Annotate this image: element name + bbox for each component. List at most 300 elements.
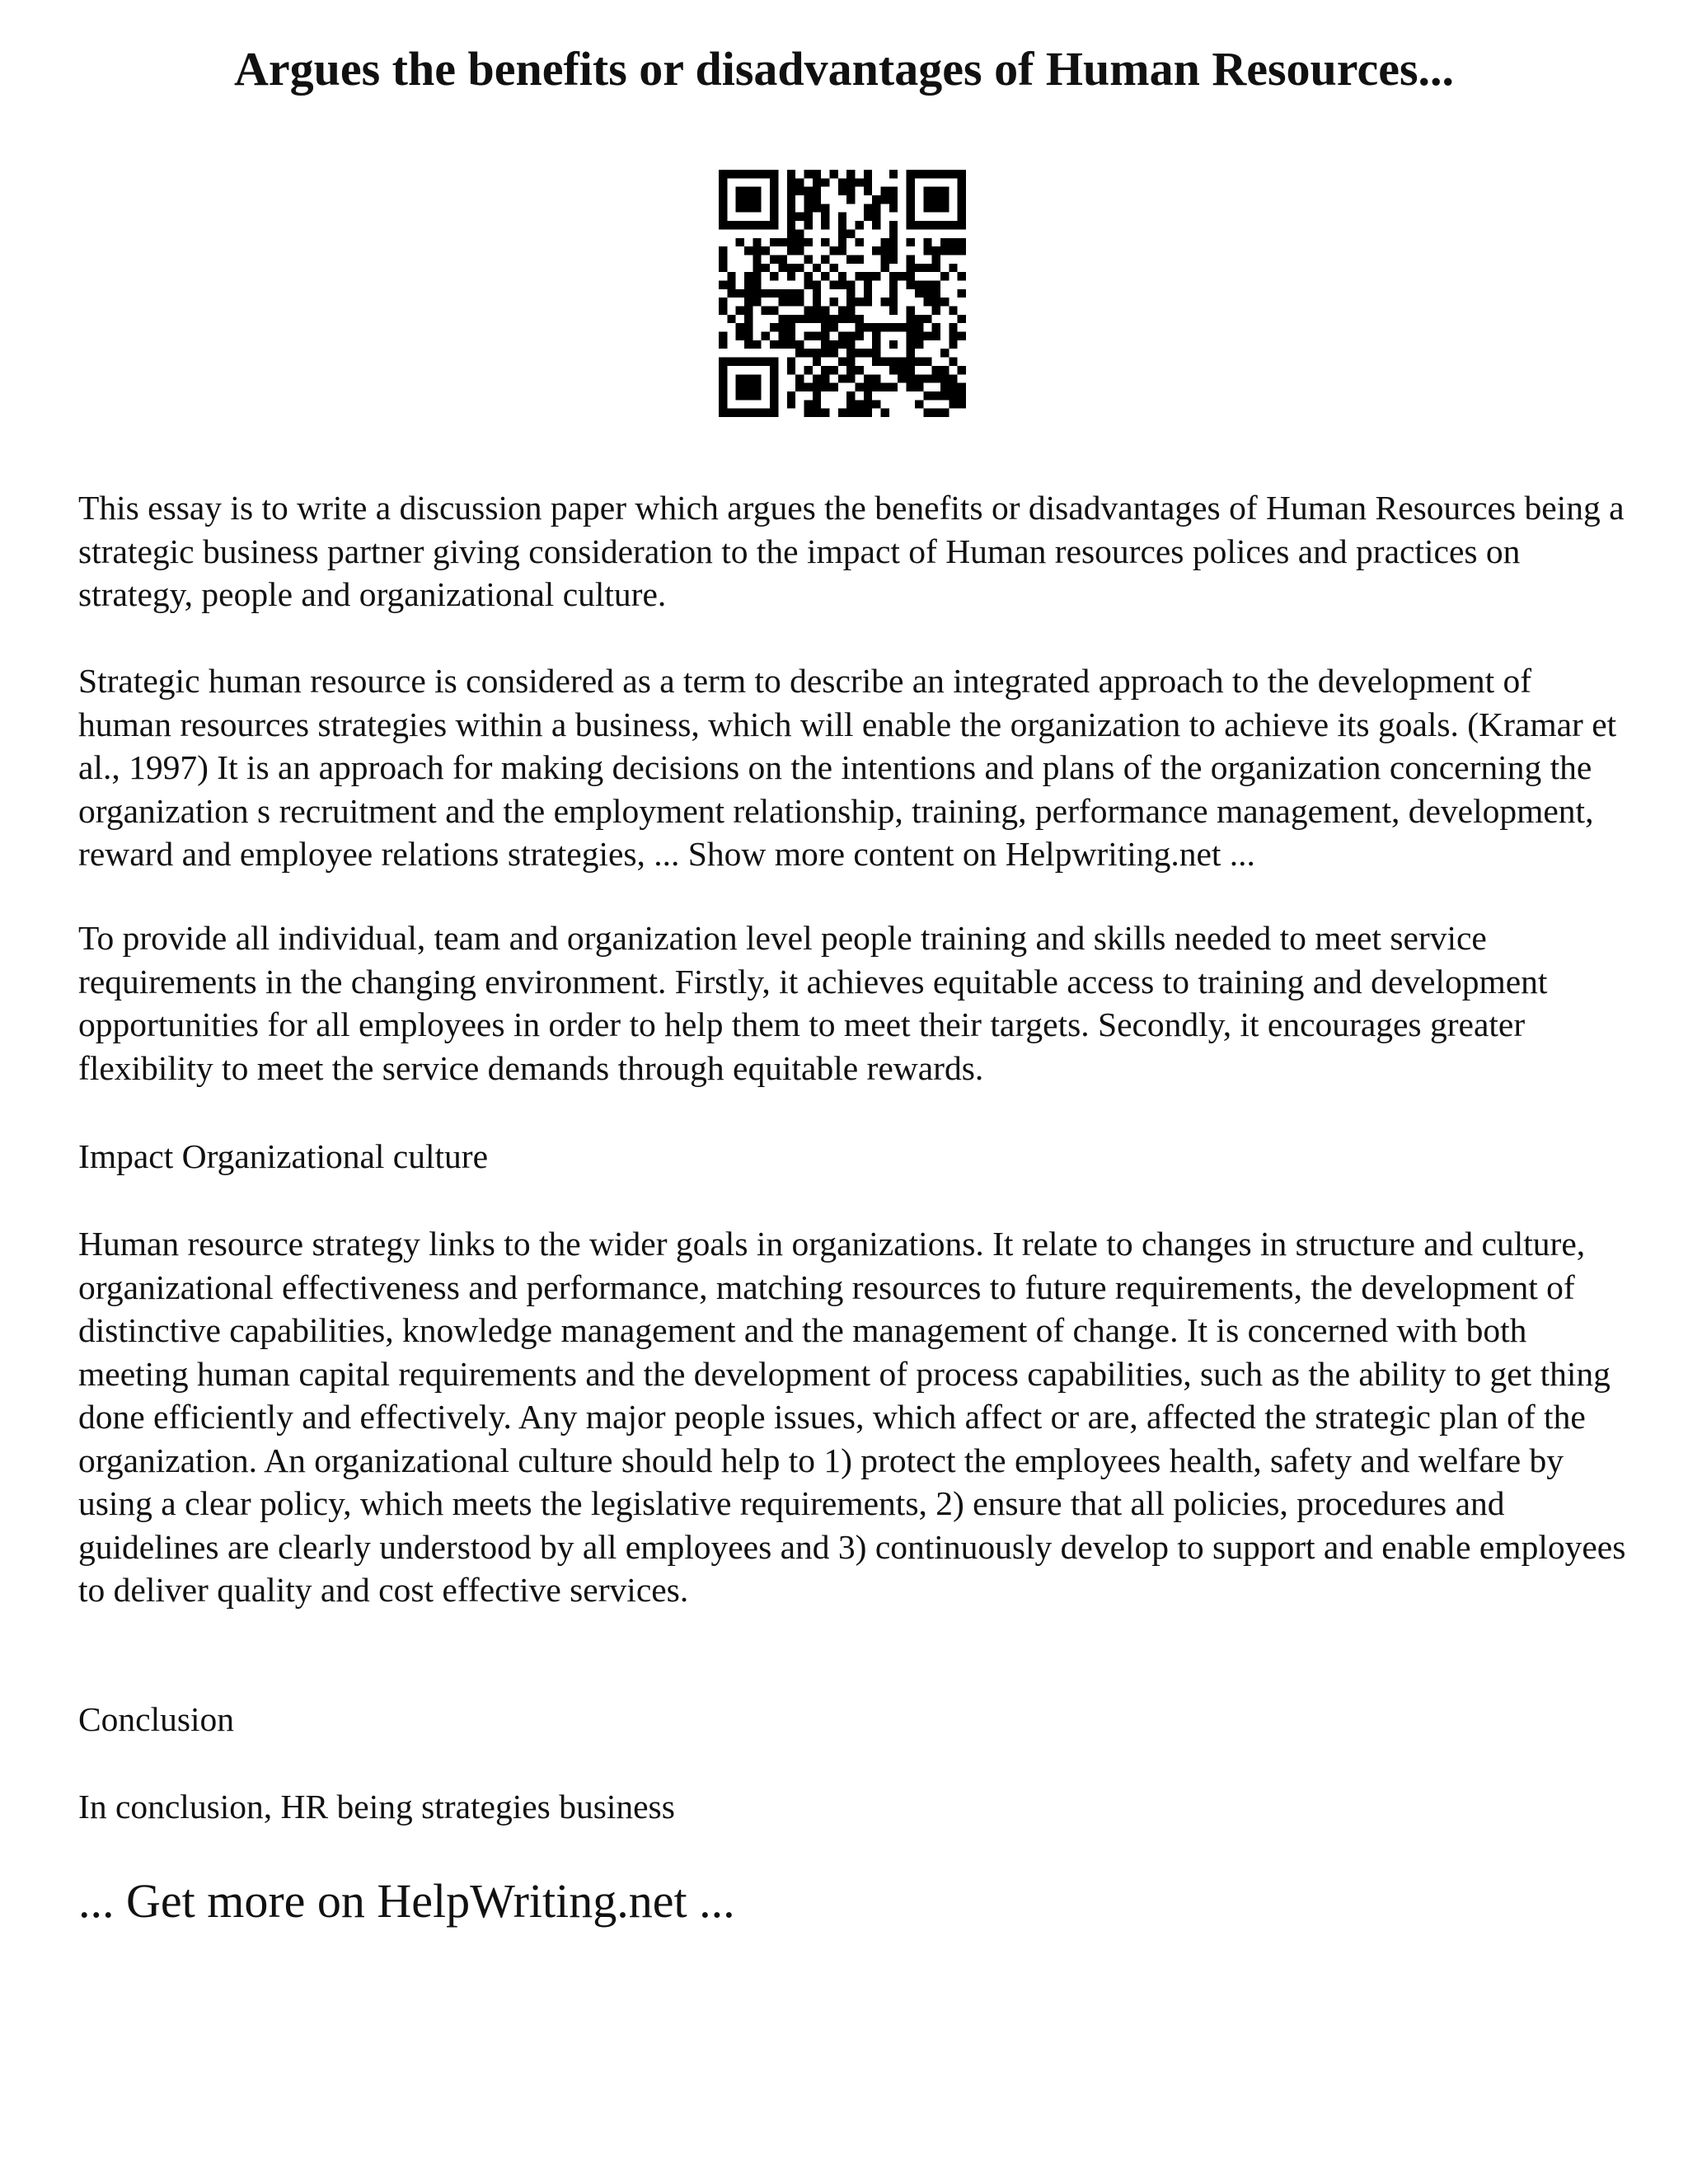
qr-module [813, 358, 821, 366]
qr-module [744, 332, 753, 340]
qr-module [804, 332, 812, 340]
qr-module [719, 178, 727, 186]
qr-module [813, 289, 821, 298]
qr-module [829, 298, 837, 306]
qr-module [719, 221, 727, 229]
qr-module [907, 272, 915, 280]
qr-module [940, 272, 949, 280]
qr-module [923, 187, 931, 195]
qr-module [838, 272, 846, 280]
qr-module [923, 298, 931, 306]
qr-module [872, 383, 880, 391]
qr-module [915, 340, 923, 349]
qr-module [778, 238, 786, 246]
qr-module [872, 332, 880, 340]
qr-module [838, 213, 846, 221]
qr-module [770, 391, 778, 400]
qr-module [778, 298, 786, 306]
qr-module [770, 323, 778, 331]
qr-module [838, 307, 846, 315]
qr-module [872, 195, 880, 204]
qr-module [787, 391, 795, 400]
qr-module [753, 170, 761, 178]
qr-module [889, 307, 898, 315]
qr-module [795, 374, 804, 382]
qr-module [932, 409, 940, 417]
qr-module [881, 195, 889, 204]
qr-module [907, 204, 915, 212]
qr-module [719, 374, 727, 382]
qr-module [864, 323, 872, 331]
qr-module [770, 358, 778, 366]
qr-module [864, 289, 872, 298]
qr-module [940, 366, 949, 374]
qr-module [719, 409, 727, 417]
qr-module [736, 307, 744, 315]
section-heading-impact: Impact Organizational culture [78, 1137, 489, 1175]
qr-module [753, 391, 761, 400]
qr-module [736, 409, 744, 417]
qr-module [881, 409, 889, 417]
qr-module [719, 366, 727, 374]
qr-module [770, 400, 778, 408]
qr-module [856, 178, 864, 186]
qr-module [787, 340, 795, 349]
qr-module [932, 298, 940, 306]
qr-module [804, 349, 812, 357]
qr-module [804, 400, 812, 408]
qr-module [762, 332, 770, 340]
qr-module [889, 195, 898, 204]
qr-module [719, 391, 727, 400]
qr-module [829, 383, 837, 391]
qr-module [719, 400, 727, 408]
qr-module [838, 221, 846, 229]
qr-module [958, 400, 966, 408]
qr-module [949, 246, 957, 255]
qr-module [889, 358, 898, 366]
qr-module [856, 255, 864, 263]
qr-module [744, 391, 753, 400]
qr-module [762, 170, 770, 178]
qr-module [907, 315, 915, 323]
qr-module [889, 383, 898, 391]
qr-module [881, 264, 889, 272]
qr-module [932, 366, 940, 374]
qr-module [958, 383, 966, 391]
qr-module [753, 246, 761, 255]
paragraph-conclusion: In conclusion, HR being strategies business [78, 1788, 675, 1825]
qr-module [846, 187, 855, 195]
qr-module [813, 204, 821, 212]
qr-module [778, 264, 786, 272]
qr-module [787, 315, 795, 323]
qr-module [795, 187, 804, 195]
qr-module [736, 391, 744, 400]
qr-module [949, 170, 957, 178]
paragraph-intro: This essay is to write a discussion paper which argues the benefits or disadvantages of Human Resources being a strategic business partner giving consideration to the impact of Human resources polices and practices on strategy, people and organizational culture. [78, 489, 1625, 613]
qr-module [949, 358, 957, 366]
qr-module [949, 323, 957, 331]
qr-module [829, 246, 837, 255]
qr-module [846, 315, 855, 323]
qr-module [753, 264, 761, 272]
qr-module [821, 332, 829, 340]
qr-module [744, 280, 753, 288]
qr-module [940, 246, 949, 255]
qr-module [932, 280, 940, 288]
qr-module [846, 332, 855, 340]
qr-module [804, 213, 812, 221]
qr-module [778, 289, 786, 298]
qr-module [719, 255, 727, 263]
qr-module [719, 170, 727, 178]
qr-module [804, 307, 812, 315]
qr-module [907, 280, 915, 288]
qr-module [753, 298, 761, 306]
qr-module [744, 323, 753, 331]
qr-module [958, 315, 966, 323]
qr-module [770, 204, 778, 212]
qr-module [829, 340, 837, 349]
qr-module [915, 221, 923, 229]
qr-module [770, 366, 778, 374]
qr-module [770, 187, 778, 195]
qr-module [813, 409, 821, 417]
qr-module [949, 374, 957, 382]
qr-code-icon [719, 170, 966, 417]
qr-module [719, 213, 727, 221]
qr-module [907, 255, 915, 263]
qr-module [787, 289, 795, 298]
qr-module [787, 195, 795, 204]
qr-module [932, 374, 940, 382]
qr-module [838, 238, 846, 246]
qr-module [915, 383, 923, 391]
qr-module [753, 195, 761, 204]
qr-module [932, 195, 940, 204]
qr-module [804, 221, 812, 229]
qr-module [736, 332, 744, 340]
qr-module [907, 358, 915, 366]
qr-module [856, 315, 864, 323]
qr-module [744, 307, 753, 315]
qr-module [940, 374, 949, 382]
qr-module [915, 170, 923, 178]
qr-module [856, 323, 864, 331]
qr-module [821, 255, 829, 263]
qr-module [856, 409, 864, 417]
qr-module [804, 383, 812, 391]
qr-module [958, 213, 966, 221]
qr-module [932, 289, 940, 298]
qr-module [932, 170, 940, 178]
qr-module [940, 187, 949, 195]
qr-module [744, 221, 753, 229]
qr-module [923, 204, 931, 212]
qr-module [753, 409, 761, 417]
qr-module [932, 187, 940, 195]
qr-module [795, 383, 804, 391]
qr-module [958, 246, 966, 255]
qr-module [804, 280, 812, 288]
qr-module [727, 315, 735, 323]
qr-module [770, 383, 778, 391]
qr-module [753, 374, 761, 382]
qr-module [846, 178, 855, 186]
qr-module [795, 349, 804, 357]
qr-module [915, 332, 923, 340]
qr-module [736, 195, 744, 204]
qr-module [923, 280, 931, 288]
qr-module [821, 374, 829, 382]
paragraph-training: To provide all individual, team and organization level people training and skills needed to meet service requirements in the changing environment. Firstly, it achieves equitable access to training and development opportunities for all employees in order to help them to meet their targets. Secondly, it encourages greater flexibility to meet the service demands through equitable rewards. [78, 919, 1548, 1087]
qr-module [932, 391, 940, 400]
qr-module [856, 272, 864, 280]
qr-module [889, 204, 898, 212]
qr-module [907, 187, 915, 195]
qr-module [881, 358, 889, 366]
qr-module [907, 323, 915, 331]
get-more-link[interactable]: ... Get more on HelpWriting.net ... [78, 1874, 735, 1928]
qr-module [864, 280, 872, 288]
qr-module [838, 178, 846, 186]
qr-module [846, 298, 855, 306]
qr-module [821, 307, 829, 315]
qr-module [898, 366, 906, 374]
qr-module [813, 170, 821, 178]
qr-module [846, 374, 855, 382]
qr-code-graphic [719, 170, 966, 417]
qr-module [829, 366, 837, 374]
qr-module [846, 391, 855, 400]
qr-module [813, 383, 821, 391]
qr-module [838, 187, 846, 195]
qr-module [940, 349, 949, 357]
qr-module [958, 195, 966, 204]
paragraph-strategic-hr: Strategic human resource is considered as a term to describe an integrated approach to the development of human resources strategies within a business, which will enable the organization to achieve its goals. (Kramar et al., 1997) It is an approach for making decisions on the intentions and plans of the organization concerning the organization s recruitment and the employment relationship, training, performance management, development, reward and employee relations strategies, ... Show more content on Helpwriting.net ... [78, 662, 1617, 873]
qr-module [846, 349, 855, 357]
qr-module [949, 221, 957, 229]
qr-module [949, 307, 957, 315]
qr-module [753, 187, 761, 195]
qr-module [856, 221, 864, 229]
qr-module [889, 221, 898, 229]
qr-module [821, 238, 829, 246]
qr-module [889, 280, 898, 288]
qr-module [923, 332, 931, 340]
qr-module [940, 195, 949, 204]
qr-module [907, 264, 915, 272]
qr-module [898, 374, 906, 382]
qr-module [744, 298, 753, 306]
qr-module [762, 221, 770, 229]
qr-module [736, 170, 744, 178]
qr-module [889, 170, 898, 178]
qr-module [813, 349, 821, 357]
qr-module [787, 246, 795, 255]
qr-module [719, 358, 727, 366]
qr-module [736, 204, 744, 212]
qr-module [907, 332, 915, 340]
qr-module [829, 323, 837, 331]
qr-module [753, 383, 761, 391]
qr-module [838, 374, 846, 382]
qr-module [787, 400, 795, 408]
qr-module [889, 366, 898, 374]
qr-module [787, 332, 795, 340]
qr-module [744, 289, 753, 298]
qr-module [719, 187, 727, 195]
qr-module [736, 289, 744, 298]
qr-module [907, 178, 915, 186]
qr-module [787, 272, 795, 280]
qr-module [864, 349, 872, 357]
qr-module [727, 289, 735, 298]
qr-module [727, 170, 735, 178]
qr-module [753, 221, 761, 229]
qr-module [762, 307, 770, 315]
qr-module [872, 204, 880, 212]
qr-module [949, 400, 957, 408]
qr-module [727, 272, 735, 280]
qr-module [949, 238, 957, 246]
qr-module [753, 358, 761, 366]
qr-module [958, 391, 966, 400]
qr-module [856, 332, 864, 340]
qr-module [889, 272, 898, 280]
qr-module [915, 289, 923, 298]
qr-module [864, 213, 872, 221]
qr-module [744, 340, 753, 349]
qr-module [915, 315, 923, 323]
qr-module [915, 358, 923, 366]
qr-module [864, 391, 872, 400]
qr-module [881, 255, 889, 263]
qr-module [898, 323, 906, 331]
qr-module [838, 340, 846, 349]
qr-module [846, 358, 855, 366]
qr-module [795, 246, 804, 255]
qr-module [907, 195, 915, 204]
qr-module [778, 255, 786, 263]
qr-module [864, 170, 872, 178]
qr-module [804, 238, 812, 246]
qr-module [889, 187, 898, 195]
qr-module [949, 264, 957, 272]
qr-module [923, 238, 931, 246]
qr-module [753, 238, 761, 246]
qr-module [872, 374, 880, 382]
qr-module [744, 383, 753, 391]
qr-module [778, 315, 786, 323]
qr-module [846, 400, 855, 408]
qr-module [872, 400, 880, 408]
qr-module [932, 332, 940, 340]
qr-module [881, 246, 889, 255]
qr-module [736, 383, 744, 391]
qr-module [864, 178, 872, 186]
qr-module [846, 307, 855, 315]
qr-module [787, 221, 795, 229]
qr-module [907, 366, 915, 374]
qr-module [770, 289, 778, 298]
qr-module [864, 187, 872, 195]
qr-module [958, 221, 966, 229]
qr-module [889, 298, 898, 306]
qr-module [804, 204, 812, 212]
qr-module [770, 221, 778, 229]
qr-module [864, 383, 872, 391]
qr-module [949, 383, 957, 391]
qr-module [949, 340, 957, 349]
qr-module [744, 246, 753, 255]
qr-module [753, 340, 761, 349]
qr-module [923, 391, 931, 400]
qr-module [846, 280, 855, 288]
qr-module [923, 289, 931, 298]
qr-module [932, 264, 940, 272]
qr-module [856, 349, 864, 357]
qr-module [923, 315, 931, 323]
qr-module [907, 238, 915, 246]
qr-module [804, 255, 812, 263]
qr-module [719, 340, 727, 349]
qr-module [829, 349, 837, 357]
qr-module [813, 187, 821, 195]
qr-module [829, 280, 837, 288]
qr-module [762, 289, 770, 298]
qr-module [872, 340, 880, 349]
qr-module [958, 187, 966, 195]
qr-module [932, 246, 940, 255]
qr-module [864, 374, 872, 382]
qr-module [787, 323, 795, 331]
qr-module [889, 340, 898, 349]
qr-module [719, 298, 727, 306]
qr-module [762, 358, 770, 366]
qr-module [770, 340, 778, 349]
qr-module [881, 187, 889, 195]
qr-module [940, 170, 949, 178]
qr-module [727, 358, 735, 366]
qr-module [923, 170, 931, 178]
qr-module [864, 272, 872, 280]
qr-module [762, 409, 770, 417]
qr-module [872, 323, 880, 331]
qr-module [744, 315, 753, 323]
qr-module [907, 374, 915, 382]
qr-module [719, 246, 727, 255]
qr-module [753, 204, 761, 212]
qr-module [846, 229, 855, 237]
qr-module [804, 170, 812, 178]
qr-module [736, 323, 744, 331]
page-title: Argues the benefits or disadvantages of Human Resources... [233, 42, 1455, 96]
qr-module [838, 358, 846, 366]
qr-module [736, 187, 744, 195]
qr-module [813, 332, 821, 340]
qr-module [846, 366, 855, 374]
qr-module [958, 204, 966, 212]
qr-module [940, 238, 949, 246]
qr-module [795, 229, 804, 237]
qr-module [727, 409, 735, 417]
qr-module [795, 315, 804, 323]
qr-module [958, 238, 966, 246]
qr-module [770, 238, 778, 246]
qr-module [795, 264, 804, 272]
